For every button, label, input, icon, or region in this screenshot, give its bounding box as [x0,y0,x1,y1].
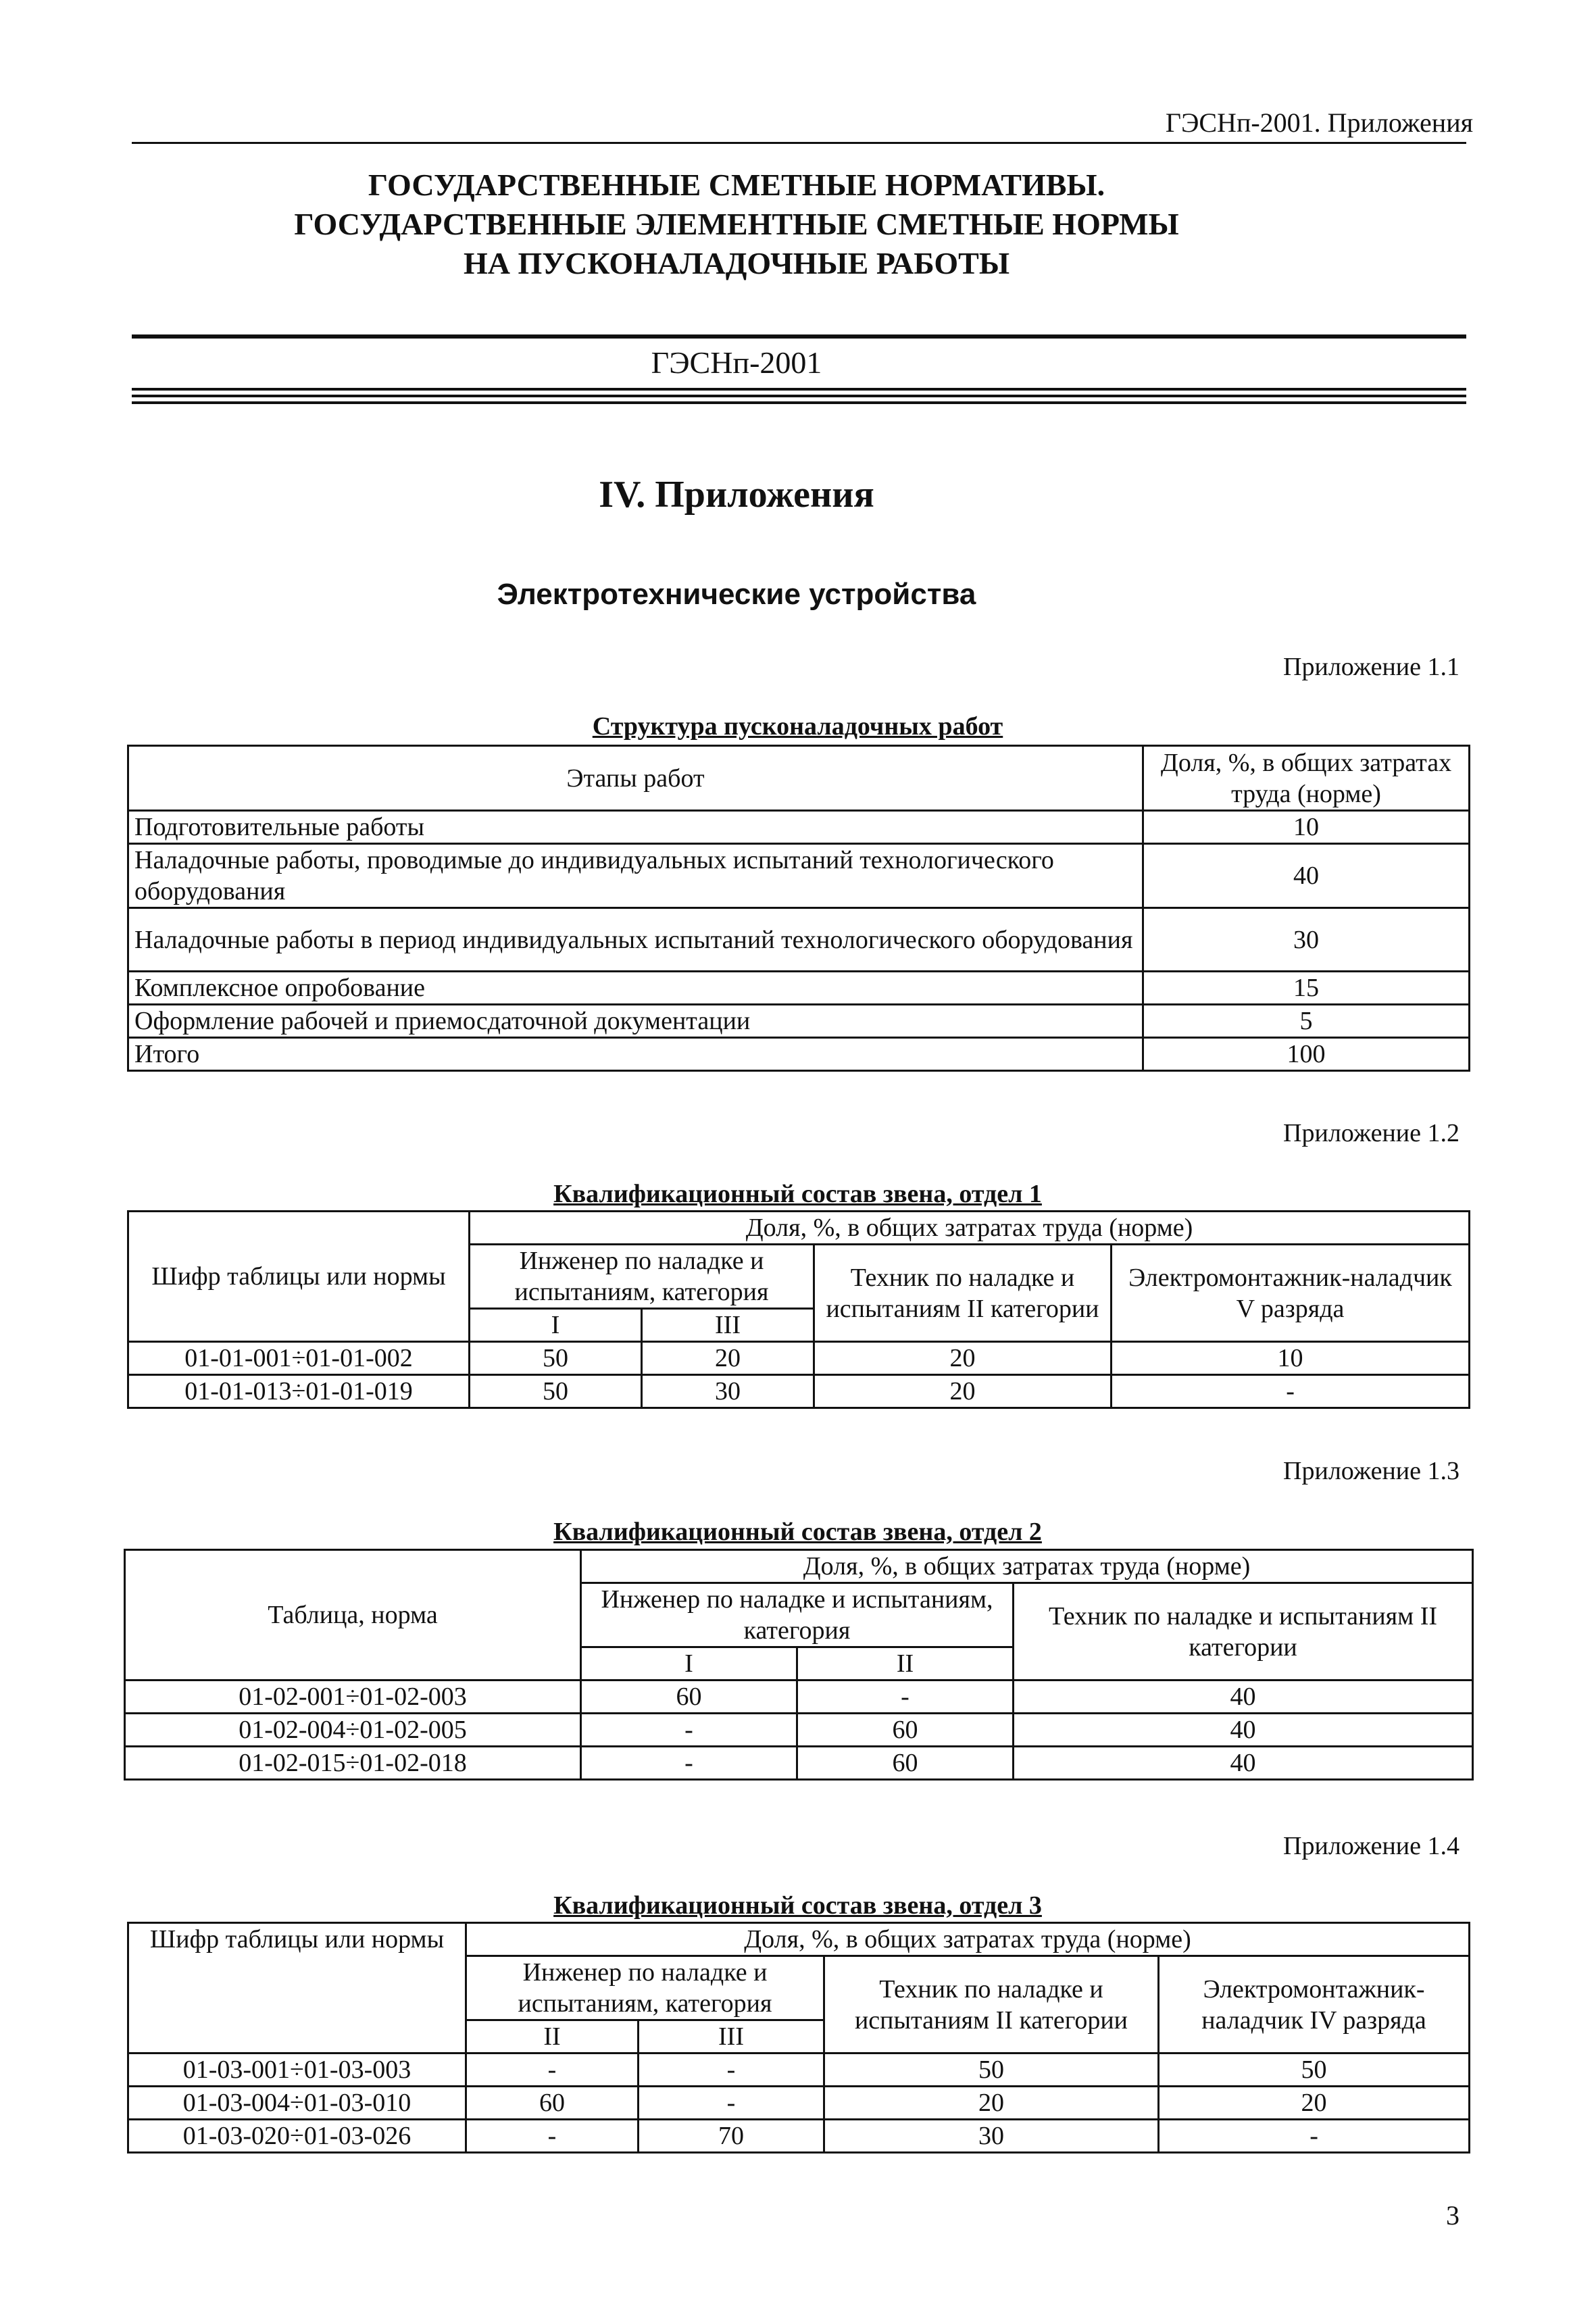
cell-value: - [797,1681,1014,1714]
cell-code: 01-02-001÷01-02-003 [125,1681,581,1714]
table-row [125,1681,1473,1714]
header-technician: Техник по наладке и испытаниям II категории [1014,1583,1473,1681]
cell-value: 20 [814,1342,1112,1375]
cell-share: 30 [1143,908,1470,972]
header-code: Шифр таблицы или нормы [128,1923,466,2053]
header-technician: Техник по наладке и испытаниям II категории [824,1956,1159,2053]
running-head: ГЭСНп-2001. Приложения [1165,107,1473,138]
table-row [128,844,1470,908]
header-share: Доля, %, в общих затратах труда (норме) [1143,746,1470,811]
table-row [128,2087,1470,2120]
appendix-1-2-label: Приложение 1.2 [1283,1119,1460,1147]
cell-stage: Итого [128,1038,1143,1071]
cell-value: - [1159,2120,1470,2153]
cell-code: 01-03-004÷01-03-010 [128,2087,466,2120]
cell-value: 40 [1014,1747,1473,1780]
cell-share: 10 [1143,811,1470,844]
header-engineer: Инженер по наладке и испытаниям, категория [581,1583,1014,1647]
cell-value: - [639,2053,824,2087]
cell-value: 20 [642,1342,814,1375]
header-category-1: I [581,1647,797,1681]
table-row [128,908,1470,972]
header-engineer: Инженер по наладке и испытаниям, категория [466,1956,824,2020]
table-row [128,2120,1470,2153]
cell-value: 30 [642,1375,814,1408]
header-rule [132,142,1466,144]
cell-code: 01-03-020÷01-03-026 [128,2120,466,2153]
cell-stage: Оформление рабочей и приемосдаточной документации [128,1005,1143,1038]
header-engineer: Инженер по наладке и испытаниям, категория [470,1245,814,1309]
cell-value: - [639,2087,824,2120]
header-share: Доля, %, в общих затратах труда (норме) [581,1550,1473,1583]
cell-value: 20 [1159,2087,1470,2120]
cell-value: 30 [824,2120,1159,2153]
table-division-2 [124,1549,1474,1781]
appendix-1-4-label: Приложение 1.4 [1283,1832,1460,1860]
appendix-1-1-label: Приложение 1.1 [1283,653,1460,681]
cell-value: 50 [1159,2053,1470,2087]
title-line-3: НА ПУСКОНАЛАДОЧНЫЕ РАБОТЫ [463,246,1010,280]
cell-value: 40 [1014,1714,1473,1747]
cell-code: 01-02-015÷01-02-018 [125,1747,581,1780]
cell-value: 60 [581,1681,797,1714]
table-division-1 [127,1210,1470,1409]
header-share: Доля, %, в общих затратах труда (норме) [466,1923,1470,1956]
title-line-1: ГОСУДАРСТВЕННЫЕ СМЕТНЫЕ НОРМАТИВЫ. [368,168,1105,202]
title-rule-bottom-3 [132,401,1466,404]
cell-value: 50 [470,1375,642,1408]
table-work-structure [127,745,1470,1072]
cell-value: 10 [1112,1342,1470,1375]
cell-value: - [581,1747,797,1780]
title-rule-bottom-1 [132,388,1466,391]
cell-stage: Наладочные работы в период индивидуальных испытаний технологического оборудования [128,908,1143,972]
header-technician: Техник по наладке и испытаниям II категории [814,1245,1112,1342]
cell-value: 60 [797,1747,1014,1780]
header-electrician: Электромонтажник-наладчик IV разряда [1159,1956,1470,2053]
table-row [128,972,1470,1005]
cell-value: - [466,2120,639,2153]
cell-code: 01-03-001÷01-03-003 [128,2053,466,2087]
title-rule-top [132,334,1466,339]
cell-value: 20 [814,1375,1112,1408]
appendix-1-4-caption: Квалификационный состав звена, отдел 3 [553,1891,1042,1920]
table-row [128,1342,1470,1375]
cell-value: 60 [466,2087,639,2120]
table-row [128,811,1470,844]
header-code: Шифр таблицы или нормы [128,1212,470,1342]
page-number: 3 [1446,2200,1460,2231]
cell-value: 50 [470,1342,642,1375]
table-row [125,1714,1473,1747]
cell-value: 40 [1014,1681,1473,1714]
cell-share: 5 [1143,1005,1470,1038]
cell-share: 15 [1143,972,1470,1005]
table-row [128,1375,1470,1408]
cell-value: 20 [824,2087,1159,2120]
table-row [128,1005,1470,1038]
cell-code: 01-02-004÷01-02-005 [125,1714,581,1747]
table-row [125,1747,1473,1780]
cell-value: 50 [824,2053,1159,2087]
header-category-1: I [470,1309,642,1342]
cell-stage: Наладочные работы, проводимые до индивидуальных испытаний технологического оборудования [128,844,1143,908]
table-row [128,1038,1470,1071]
cell-stage: Подготовительные работы [128,811,1143,844]
cell-code: 01-01-013÷01-01-019 [128,1375,470,1408]
appendix-1-3-caption: Квалификационный состав звена, отдел 2 [553,1518,1042,1546]
appendix-1-3-label: Приложение 1.3 [1283,1457,1460,1485]
cell-share: 40 [1143,844,1470,908]
title-rule-bottom-2 [132,395,1466,397]
cell-value: 60 [797,1714,1014,1747]
appendix-1-2-caption: Квалификационный состав звена, отдел 1 [553,1180,1042,1208]
table-row [128,2053,1470,2087]
cell-value: - [1112,1375,1470,1408]
header-category-2: II [797,1647,1014,1681]
cell-value: - [466,2053,639,2087]
header-code: Таблица, норма [125,1550,581,1681]
cell-value: - [581,1714,797,1747]
title-line-2: ГОСУДАРСТВЕННЫЕ ЭЛЕМЕНТНЫЕ СМЕТНЫЕ НОРМЫ [294,207,1179,241]
cell-code: 01-01-001÷01-01-002 [128,1342,470,1375]
header-share: Доля, %, в общих затратах труда (норме) [470,1212,1470,1245]
header-stages: Этапы работ [128,746,1143,811]
header-category-3: III [639,2020,824,2053]
appendix-1-1-caption: Структура пусконаладочных работ [592,712,1003,741]
section-title: IV. Приложения [599,474,874,516]
document-code: ГЭСНп-2001 [651,345,822,380]
header-category-2: II [466,2020,639,2053]
cell-stage: Комплексное опробование [128,972,1143,1005]
subsection-title: Электротехнические устройства [497,578,976,611]
document-title [122,166,1351,283]
cell-share: 100 [1143,1038,1470,1071]
table-division-3 [127,1922,1470,2154]
cell-value: 70 [639,2120,824,2153]
header-category-3: III [642,1309,814,1342]
header-electrician: Электромонтажник-наладчик V разряда [1112,1245,1470,1342]
